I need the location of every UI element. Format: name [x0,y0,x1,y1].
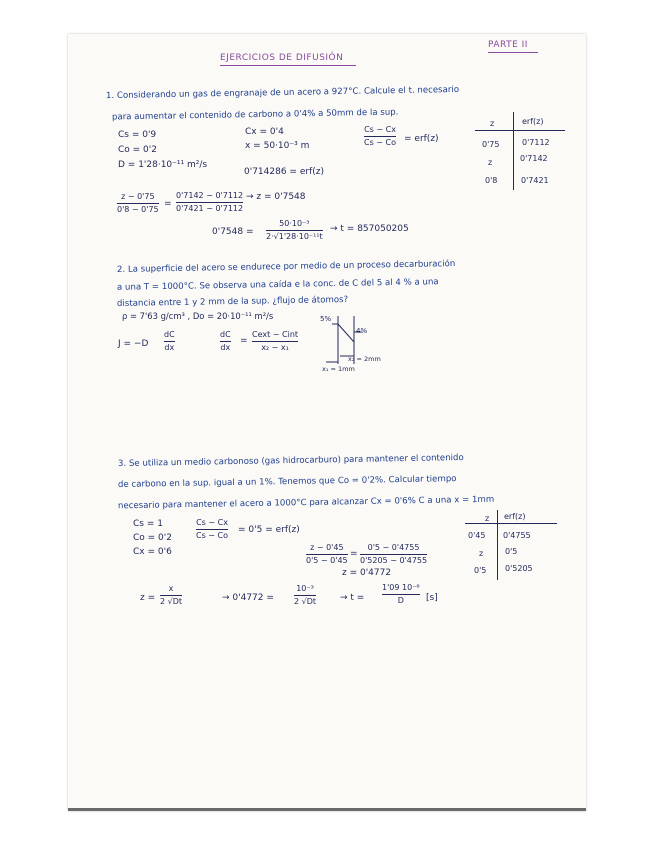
p1-ratio-num: Cs − Cx [364,125,396,134]
p3-table-r1b: 0'4755 [503,531,531,540]
p1-final-num: 50·10⁻³ [279,219,310,228]
p2-statement-line2: a una T = 1000°C. Se observa una caída e la conc. de C del 5 al 4 % a una [116,277,439,293]
p3-z-formula-den: 2 √Dt [160,597,183,606]
p2-diagram-label-x1: x₁ = 1mm [322,365,355,373]
p1-table-r1a: 0'75 [482,140,500,149]
p2-grad-num: dC [220,330,231,339]
p3-t-left: → t = [340,593,365,603]
p2-grad2-num: Cext − Cint [252,330,299,339]
p3-interp-right-den: 0'5205 − 0'4755 [360,556,428,565]
p1-ratio-result: = erf(z) [404,134,439,144]
p1-d: D = 1'28·10⁻¹¹ m²/s [118,160,208,170]
p1-table-r2a: z [488,158,493,167]
p1-final-den: 2·√1'28·10⁻¹¹t [266,232,323,241]
p1-erf-value: 0'714286 = erf(z) [244,167,324,177]
p3-t-unit: [s] [426,593,438,603]
p1-table-header-z: z [490,119,495,128]
p3-cx: Cx = 0'6 [133,547,172,557]
p3-ratio-result: = 0'5 = erf(z) [238,525,300,535]
p2-grad2-den: x₂ − x₁ [261,343,289,352]
p3-table-r3a: 0'5 [474,566,487,575]
p1-final-result: → t = 857050205 [330,224,409,234]
p3-mid-num: 10⁻³ [296,584,314,593]
p2-grad-fraction [220,330,231,353]
p2-statement-line3: distancia entre 1 y 2 mm de la sup. ¿flujo de átomos? [116,294,349,310]
p3-ratio-num: Cs − Cx [196,518,228,527]
p3-table-header-erf: erf(z) [504,512,526,521]
p3-interp-left [306,543,348,566]
p3-t-num: 1'09 10⁻⁶ [382,583,420,592]
p1-table-hline [475,130,565,131]
p3-table-header-z: z [485,514,490,523]
p1-statement-line1: 1. Considerando un gas de engranaje de un acero a 927°C. Calcule el t. necesario [105,84,460,102]
p1-ratio-den: Cs − Co [364,138,397,147]
p1-cx: Cx = 0'4 [245,127,284,137]
p3-t-fraction [382,583,420,606]
p2-grad-den: dx [220,343,231,352]
page-title: EJERCICIOS DE DIFUSIÓN [220,53,344,63]
p3-ratio-fraction [196,518,228,541]
p1-ratio-fraction [364,125,396,148]
title-underline [220,65,356,66]
p3-interp-eq: = [350,549,358,559]
p2-statement-line1: 2. La superficie del acero se endurece por medio de un proceso decarburación [116,259,456,275]
p1-interp-left [117,192,159,215]
p2-fick-fraction [164,330,175,353]
p1-final-fraction [266,219,323,242]
p3-cs: Cs = 1 [133,519,163,529]
p1-table-r3a: 0'8 [485,176,498,185]
p3-z-formula-left: z = [140,593,156,603]
p2-fick-num: dC [164,330,175,339]
p3-mid-den: 2 √Dt [294,597,317,606]
p3-interp-left-den: 0'5 − 0'45 [306,556,348,565]
p1-interp-left-num: z − 0'75 [121,192,155,201]
p1-table-r2b: 0'7142 [520,154,548,163]
p3-table-vline [497,510,498,580]
p3-table-r3b: 0'5205 [505,564,533,573]
p1-interp-right-num: 0'7142 − 0'7112 [176,191,244,200]
part-label: PARTE II [488,40,528,50]
p3-interp-left-num: z − 0'45 [310,543,344,552]
p3-statement-line2: de carbono en la sup. igual a un 1%. Tenemos que Co = 0'2%. Calcular tiempo [117,474,457,490]
p2-diagram-label-5: 5% [320,315,332,323]
p1-final-left: 0'7548 = [212,227,254,237]
p3-table-hline [465,523,557,524]
p2-diagram-slope [338,324,354,342]
p3-table-r2a: z [479,549,484,558]
p1-statement-line2: para aumentar el contenido de carbono a 0'4% a 50mm de la sup. [111,107,399,123]
p1-interp-result: → z = 0'7548 [246,192,306,202]
p2-fick-den: dx [164,343,175,352]
p1-table-vline [513,112,514,190]
p3-table-r2b: 0'5 [505,547,518,556]
page-edge [68,808,586,811]
p3-interp-right [360,543,427,566]
p1-table-r1b: 0'7112 [522,138,550,147]
p2-density: ρ = 7'63 g/cm³ , Do = 20·10⁻¹¹ m²/s [122,311,274,321]
p3-statement-line1: 3. Se utiliza un medio carbonoso (gas hidrocarburo) para mantener el contenido [117,452,464,470]
p3-mid-left: → 0'4772 = [222,593,274,603]
p1-interp-eq: = [164,199,172,209]
p3-z-formula-num: x [168,584,174,593]
p3-mid-fraction [294,584,316,607]
p1-table-header-erf: erf(z) [522,117,544,126]
p2-diagram-label-4: 4% [356,327,368,335]
p2-grad-eq: = [240,336,248,346]
p3-ratio-den: Cs − Co [196,531,229,540]
p1-interp-left-den: 0'8 − 0'75 [117,205,159,214]
part-underline [488,52,538,53]
p1-interp-right [176,191,243,214]
p3-z-result: z = 0'4772 [342,568,392,578]
p1-x: x = 50·10⁻³ m [245,141,310,151]
p3-co: Co = 0'2 [133,533,172,543]
p1-co: Co = 0'2 [118,145,157,155]
p2-grad2-fraction [252,330,298,353]
p3-z-formula-fraction [160,584,182,607]
p2-fick-j: J = −D [118,339,149,349]
p3-t-den: D [397,596,404,605]
p1-cs: Cs = 0'9 [118,130,157,140]
p1-table-r3b: 0'7421 [521,176,549,185]
p2-diagram-label-x2: x₂ = 2mm [348,355,381,363]
p3-interp-right-num: 0'5 − 0'4755 [367,543,420,552]
p3-statement-line3: necesario para mantener el acero a 1000°C para alcanzar Cx = 0'6% C a una x = 1mm [117,494,495,512]
p1-interp-right-den: 0'7421 − 0'7112 [176,204,244,213]
p3-table-r1a: 0'45 [468,531,486,540]
